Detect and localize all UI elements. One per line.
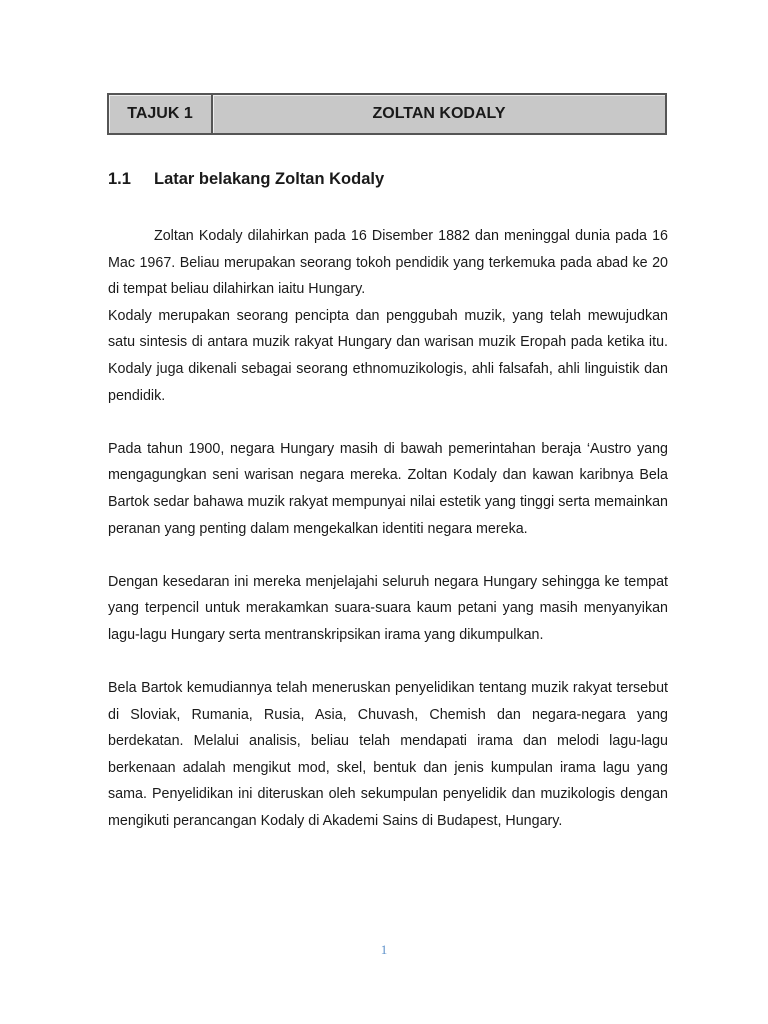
chapter-label: TAJUK 1 (109, 95, 213, 133)
body-text (108, 223, 668, 835)
title-table (107, 93, 667, 135)
paragraph: Bela Bartok kemudiannya telah meneruskan penyelidikan tentang muzik rakyat tersebut di Sloviak, Rumania, Rusia, Asia, Chuvash, Chemish dan negara-negara yang berdekatan. Melalui analisis, beliau telah mendapati irama dan melodi lagu-lagu berkenaan adalah mengikut mod, skel, bentuk dan jenis kumpulan irama lagu yang sama. Penyelidikan ini diteruskan oleh sekumpulan penyelidik dan muzikologis dengan mengikuti perancangan Kodaly di Akademi Sains di Budapest, Hungary. (108, 680, 668, 830)
section-number: 1.1 (108, 170, 131, 188)
paragraph: Zoltan Kodaly dilahirkan pada 16 Disember 1882 dan meninggal dunia pada 16 Mac 1967. Beliau merupakan seorang tokoh pendidik yang terkemuka pada abad ke 20 di tempat beliau dilahirkan iaitu Hungary. (108, 228, 668, 298)
section-title: Latar belakang Zoltan Kodaly (154, 170, 385, 188)
paragraph: Dengan kesedaran ini mereka menjelajahi seluruh negara Hungary sehingga ke tempat yang terpencil untuk merakamkan suara-suara kaum petani yang masih menyanyikan lagu-lagu Hungary serta mentranskripsikan irama yang dikumpulkan. (108, 573, 668, 643)
paragraph: Pada tahun 1900, negara Hungary masih di bawah pemerintahan beraja ‘Austro yang mengagungkan seni warisan negara mereka. Zoltan Kodaly dan kawan karibnya Bela Bartok sedar bahawa muzik rakyat mempunyai nilai estetik yang tinggi serta memainkan peranan yang penting dalam mengekalkan identiti negara mereka. (108, 440, 668, 537)
section-heading (108, 170, 384, 189)
page-number: 1 (380, 942, 388, 957)
chapter-title: ZOLTAN KODALY (213, 95, 665, 133)
paragraph: Kodaly merupakan seorang pencipta dan penggubah muzik, yang telah mewujudkan satu sintesis di antara muzik rakyat Hungary dan warisan muzik Eropah pada ketika itu. Kodaly juga dikenali sebagai seorang ethnomuzikologis, ahli falsafah, ahli linguistik dan pendidik. (108, 307, 668, 404)
